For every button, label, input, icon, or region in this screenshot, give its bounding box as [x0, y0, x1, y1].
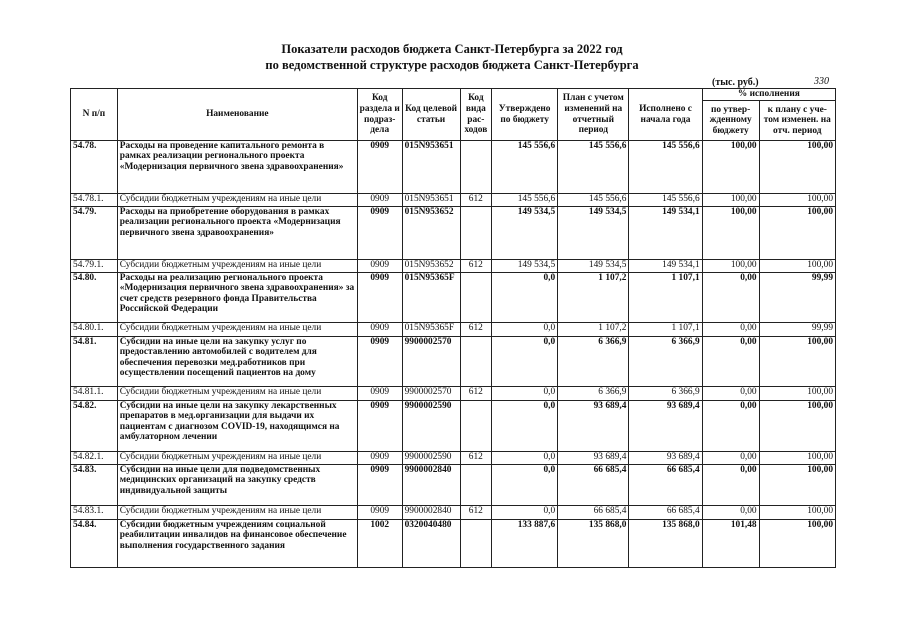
page-number: 330	[814, 76, 829, 87]
row-razdel-code: 0909	[357, 194, 402, 207]
row-plan: 6 366,9	[558, 337, 629, 387]
header-vr: Код вида рас- ходов	[460, 89, 492, 141]
row-pct-approved: 0,00	[702, 465, 759, 506]
row-number: 54.79.	[71, 207, 118, 260]
row-number: 54.81.	[71, 337, 118, 387]
row-number: 54.82.	[71, 401, 118, 452]
row-plan: 1 107,2	[558, 323, 629, 337]
row-executed: 145 556,6	[629, 194, 702, 207]
row-approved: 0,0	[492, 465, 558, 506]
row-pct-approved: 100,00	[702, 207, 759, 260]
row-target-code: 0320040480	[402, 520, 460, 568]
row-razdel-code: 0909	[357, 401, 402, 452]
row-pct-plan: 100,00	[759, 387, 835, 401]
row-razdel-code: 0909	[357, 260, 402, 273]
row-name: Субсидии бюджетным учреждениям социальной реабилитации инвалидов на финансовое обеспечение выполнения государственного задания	[117, 520, 357, 568]
row-number: 54.80.	[71, 273, 118, 323]
row-pct-plan: 100,00	[759, 520, 835, 568]
row-number: 54.78.1.	[71, 194, 118, 207]
row-plan: 135 868,0	[558, 520, 629, 568]
row-pct-plan: 100,00	[759, 452, 835, 465]
row-plan: 145 556,6	[558, 141, 629, 194]
row-approved: 0,0	[492, 506, 558, 520]
table-row	[71, 273, 836, 323]
row-pct-approved: 0,00	[702, 401, 759, 452]
row-pct-approved: 0,00	[702, 323, 759, 337]
row-razdel-code: 0909	[357, 141, 402, 194]
row-approved: 133 887,6	[492, 520, 558, 568]
row-name: Расходы на реализацию регионального проекта «Модернизация первичного звена здравоохранения» за счет средств резервного фонда Правительства Российской Федерации	[117, 273, 357, 323]
row-executed: 149 534,1	[629, 260, 702, 273]
row-approved: 0,0	[492, 337, 558, 387]
row-razdel-code: 0909	[357, 207, 402, 260]
row-expense-type-code: 612	[460, 323, 492, 337]
table-row	[71, 506, 836, 520]
row-pct-approved: 0,00	[702, 452, 759, 465]
table-row	[71, 520, 836, 568]
row-expense-type-code: 612	[460, 194, 492, 207]
row-approved: 0,0	[492, 323, 558, 337]
header-approved: Утверждено по бюджету	[492, 89, 558, 141]
row-target-code: 015N953652	[402, 207, 460, 260]
units-label: (тыс. руб.)	[712, 77, 759, 88]
row-number: 54.80.1.	[71, 323, 118, 337]
row-approved: 145 556,6	[492, 194, 558, 207]
row-razdel-code: 0909	[357, 387, 402, 401]
row-number: 54.84.	[71, 520, 118, 568]
row-name: Субсидии бюджетным учреждениям на иные цели	[117, 506, 357, 520]
budget-table	[70, 88, 836, 568]
row-target-code: 015N953652	[402, 260, 460, 273]
row-pct-plan: 100,00	[759, 194, 835, 207]
row-razdel-code: 0909	[357, 273, 402, 323]
row-target-code: 9900002570	[402, 387, 460, 401]
row-name: Субсидии на иные цели на закупку лекарственных препаратов в мед.организации для выдачи их пациентам с диагнозом COVID-19, находящимся на амбулаторном лечении	[117, 401, 357, 452]
row-approved: 149 534,5	[492, 260, 558, 273]
row-number: 54.81.1.	[71, 387, 118, 401]
row-target-code: 015N95365F	[402, 273, 460, 323]
row-target-code: 9900002840	[402, 465, 460, 506]
row-pct-approved: 100,00	[702, 194, 759, 207]
row-razdel-code: 0909	[357, 452, 402, 465]
row-expense-type-code: 612	[460, 387, 492, 401]
row-executed: 145 556,6	[629, 141, 702, 194]
row-executed: 6 366,9	[629, 337, 702, 387]
row-plan: 93 689,4	[558, 401, 629, 452]
header-executed: Исполнено с начала года	[629, 89, 702, 141]
table-row	[71, 207, 836, 260]
row-plan: 93 689,4	[558, 452, 629, 465]
table-row	[71, 141, 836, 194]
header-name: Наименование	[117, 89, 357, 141]
table-row	[71, 401, 836, 452]
header-csr: Код целевой статьи	[402, 89, 460, 141]
row-target-code: 9900002840	[402, 506, 460, 520]
row-executed: 6 366,9	[629, 387, 702, 401]
table-row	[71, 260, 836, 273]
row-pct-approved: 0,00	[702, 387, 759, 401]
header-plan: План с учетом изменений на отчетный период	[558, 89, 629, 141]
row-plan: 149 534,5	[558, 207, 629, 260]
table-row	[71, 323, 836, 337]
row-razdel-code: 1002	[357, 520, 402, 568]
row-razdel-code: 0909	[357, 465, 402, 506]
row-pct-plan: 100,00	[759, 207, 835, 260]
row-name: Субсидии на иные цели на закупку услуг по предоставлению автомобилей с водителем для обеспечения перевозки мед.работников при осуществлении посещений пациентов на дому	[117, 337, 357, 387]
report-title-line2: по ведомственной структуре расходов бюджета Санкт-Петербурга	[265, 58, 639, 72]
table-row	[71, 337, 836, 387]
row-executed: 1 107,1	[629, 273, 702, 323]
row-target-code: 015N95365F	[402, 323, 460, 337]
row-razdel-code: 0909	[357, 323, 402, 337]
header-pct-plan: к плану с уче- том изменен. на отч. период	[759, 101, 835, 141]
row-number: 54.83.1.	[71, 506, 118, 520]
row-pct-plan: 100,00	[759, 506, 835, 520]
row-name: Расходы на проведение капитального ремонта в рамках реализации регионального проекта «Модернизация первичного звена здравоохранения»	[117, 141, 357, 194]
row-name: Субсидии бюджетным учреждениям на иные цели	[117, 194, 357, 207]
row-name: Субсидии бюджетным учреждениям на иные цели	[117, 260, 357, 273]
row-executed: 66 685,4	[629, 465, 702, 506]
row-approved: 0,0	[492, 401, 558, 452]
header-pct-group: % исполнения	[702, 89, 835, 101]
row-executed: 135 868,0	[629, 520, 702, 568]
row-pct-plan: 100,00	[759, 465, 835, 506]
row-pct-approved: 100,00	[702, 260, 759, 273]
row-pct-plan: 100,00	[759, 401, 835, 452]
table-row	[71, 452, 836, 465]
row-executed: 93 689,4	[629, 452, 702, 465]
header-razdel: Код раздела и подраз- дела	[357, 89, 402, 141]
row-number: 54.79.1.	[71, 260, 118, 273]
row-name: Субсидии на иные цели для подведомственных медицинских организаций на закупку средств индивидуальной защиты	[117, 465, 357, 506]
row-name: Субсидии бюджетным учреждениям на иные цели	[117, 387, 357, 401]
row-expense-type-code	[460, 273, 492, 323]
row-executed: 93 689,4	[629, 401, 702, 452]
row-pct-approved: 100,00	[702, 141, 759, 194]
row-expense-type-code	[460, 520, 492, 568]
row-expense-type-code: 612	[460, 260, 492, 273]
row-approved: 0,0	[492, 273, 558, 323]
row-expense-type-code: 612	[460, 452, 492, 465]
row-target-code: 015N953651	[402, 141, 460, 194]
row-executed: 1 107,1	[629, 323, 702, 337]
row-pct-plan: 100,00	[759, 337, 835, 387]
row-number: 54.83.	[71, 465, 118, 506]
row-pct-plan: 100,00	[759, 260, 835, 273]
row-approved: 149 534,5	[492, 207, 558, 260]
row-pct-plan: 100,00	[759, 141, 835, 194]
report-title-line1: Показатели расходов бюджета Санкт-Петербурга за 2022 год	[281, 42, 623, 56]
row-target-code: 9900002590	[402, 401, 460, 452]
row-expense-type-code	[460, 401, 492, 452]
row-expense-type-code: 612	[460, 506, 492, 520]
row-plan: 145 556,6	[558, 194, 629, 207]
row-expense-type-code	[460, 465, 492, 506]
table-row	[71, 387, 836, 401]
row-approved: 145 556,6	[492, 141, 558, 194]
row-expense-type-code	[460, 207, 492, 260]
header-pct-approved: по утвер- жденному бюджету	[702, 101, 759, 141]
row-number: 54.78.	[71, 141, 118, 194]
row-pct-approved: 0,00	[702, 506, 759, 520]
row-plan: 66 685,4	[558, 506, 629, 520]
header-num: N п/п	[71, 89, 118, 141]
row-expense-type-code	[460, 337, 492, 387]
row-executed: 66 685,4	[629, 506, 702, 520]
row-name: Субсидии бюджетным учреждениям на иные цели	[117, 452, 357, 465]
row-plan: 6 366,9	[558, 387, 629, 401]
row-razdel-code: 0909	[357, 337, 402, 387]
row-expense-type-code	[460, 141, 492, 194]
row-plan: 149 534,5	[558, 260, 629, 273]
row-executed: 149 534,1	[629, 207, 702, 260]
budget-table-body	[71, 141, 836, 568]
row-number: 54.82.1.	[71, 452, 118, 465]
row-pct-plan: 99,99	[759, 273, 835, 323]
row-plan: 1 107,2	[558, 273, 629, 323]
row-razdel-code: 0909	[357, 506, 402, 520]
table-row	[71, 194, 836, 207]
row-name: Расходы на приобретение оборудования в рамках реализации регионального проекта «Модернизация первичного звена здравоохранения»	[117, 207, 357, 260]
row-pct-plan: 99,99	[759, 323, 835, 337]
row-name: Субсидии бюджетным учреждениям на иные цели	[117, 323, 357, 337]
row-pct-approved: 0,00	[702, 273, 759, 323]
row-target-code: 9900002590	[402, 452, 460, 465]
row-target-code: 015N953651	[402, 194, 460, 207]
row-approved: 0,0	[492, 452, 558, 465]
row-approved: 0,0	[492, 387, 558, 401]
row-plan: 66 685,4	[558, 465, 629, 506]
row-pct-approved: 101,48	[702, 520, 759, 568]
table-row	[71, 465, 836, 506]
row-target-code: 9900002570	[402, 337, 460, 387]
row-pct-approved: 0,00	[702, 337, 759, 387]
